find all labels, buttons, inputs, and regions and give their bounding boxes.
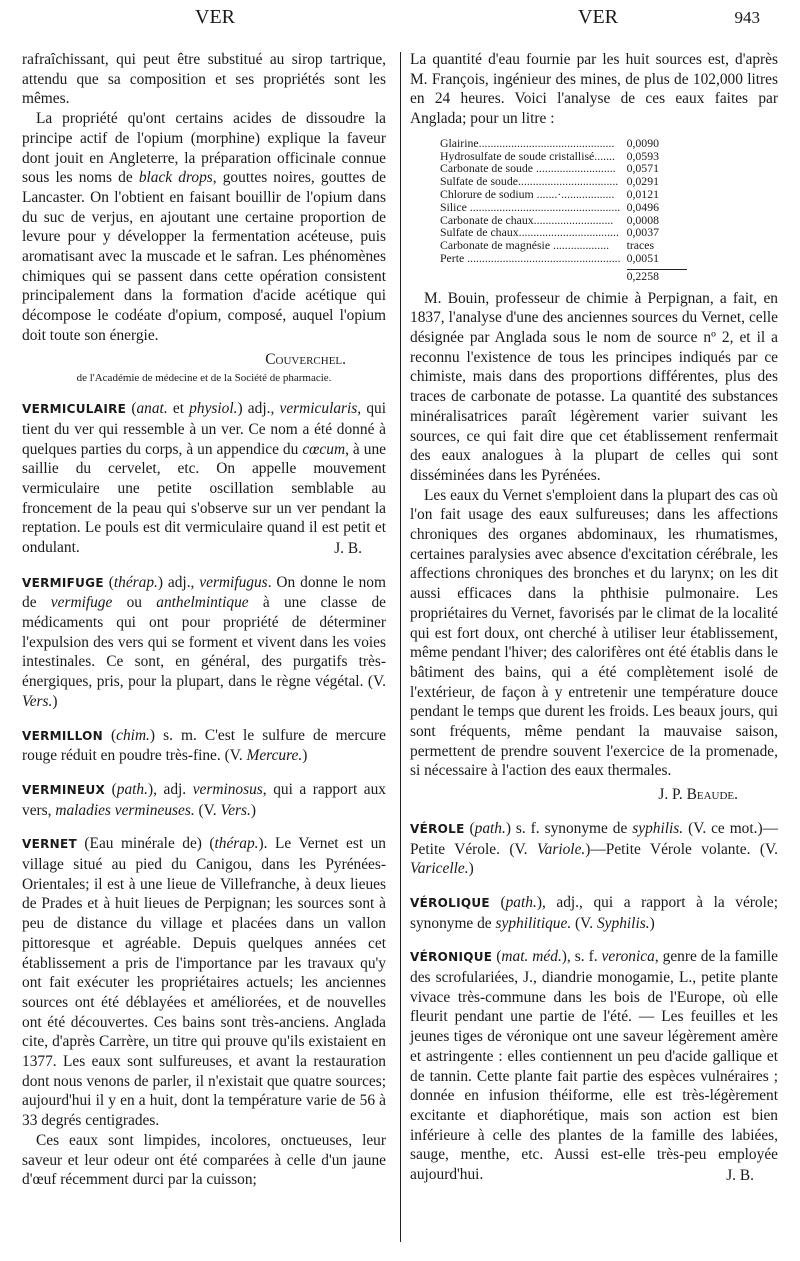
signature: J. B. [334, 539, 362, 557]
analysis-row [440, 252, 687, 265]
headword: VÉROLIQUE [410, 895, 490, 910]
substance-name: Hydrosulfate de soude cristallisé....... [440, 148, 615, 163]
right-column [410, 50, 778, 1186]
signature: J. B. [726, 1166, 754, 1184]
entry-verole: VÉROLE (path.) s. f. synonyme de syphilis. (V. ce mot.)—Petite Vérole. (V. Variole.)—Petite Vérole volante. (V. Varicelle.) [410, 819, 778, 878]
substance-name: Sulfate de soude.................................. [440, 174, 619, 189]
continuation-paragraph: rafraîchissant, qui peut être substitué au sirop tartrique, attendu que sa composition et ses propriétés sont les mêmes. [22, 51, 386, 108]
analysis-total: 0,2258 [627, 269, 687, 283]
headword: VERMICULAIRE [22, 402, 127, 417]
substance-value: 0,0051 [626, 250, 660, 265]
headword: VERMIFUGE [22, 575, 104, 590]
signature-beaude: J. P. Beaude. [658, 786, 738, 804]
headword: VERNET [22, 837, 77, 852]
analysis-total-row [440, 265, 687, 283]
substance-value: 0,0121 [626, 187, 660, 201]
analysis-row [440, 137, 687, 150]
entry-vermineux: VERMINEUX (path.), adj. verminosus, qui a rapport aux vers, maladies vermineuses. (V. Vers.) [22, 780, 386, 819]
substance-value: 0,0037 [626, 225, 660, 240]
author-affiliation: de l'Académie de médecine et de la Société de pharmacie. [76, 372, 332, 385]
bouin-paragraph: M. Bouin, professeur de chimie à Perpignan, a fait, en 1837, l'analyse d'une des anciennes sources du Vernet, celle désignée par Anglada sous le nom de source nº 2, et il a reconnu l'existence de tous les principes indiqués par ce chimiste, mais dans des proportions différentes, plus des traces de carbonate de potasse. La quantité des substances minéralisatrices paraît légèrement varier suivant les sources, ce qui fait dire que cet établissement renfermait des eaux analogues à la plupart de celles qui sont disséminées dans les Pyrénées. [410, 289, 778, 484]
substance-value: 0,0008 [626, 212, 660, 227]
headword: VÉROLE [410, 821, 465, 836]
entry-vermifuge: VERMIFUGE (thérap.) adj., vermifugus. On donne le nom de vermifuge ou anthelmintique à une classe de médicaments qui ont pour propriété de déterminer l'expulsion des vers qui se forment et vivent dans les voies intestinales. Ce sont, en général, des purgatifs très-énergiques, pris, pour la plupart, dans le règne végétal. (V. Vers.) [22, 573, 386, 710]
substance-value: traces [626, 238, 655, 253]
substance-value: 0,0593 [626, 148, 660, 163]
substance-name: Carbonate de magnésie ................... [440, 238, 610, 253]
substance-value: 0,0496 [626, 199, 660, 214]
substance-value: 0,0571 [626, 161, 660, 176]
signature-couverchel: Couverchel. [265, 350, 346, 368]
entry-vermiculaire: VERMICULAIRE (anat. et physiol.) adj., vermicularis, qui tient du ver qui ressemble à un ver. Ce nom a été donné à quelques parties du corps, à un appendice du cœcum, à une saillie du cervelet, etc. On appelle mouvement vermiculaire une petite oscillation semblable au froncement de la peau qui s'observe sur un ver pendant la reptation. Le pouls est dit vermiculaire quand il est petit et ondulant. [22, 400, 386, 557]
vernet-intro-paragraph: La quantité d'eau fournie par les huit sources est, d'après M. François, ingénieur des mines, de plus de 102,000 litres en 24 heures. Voici l'analyse de ces eaux faites par Anglada; pour un litre : [410, 51, 778, 128]
headword: VERMINEUX [22, 782, 106, 797]
page-number: 943 [734, 8, 760, 27]
column-divider [400, 52, 401, 1242]
headword: VERMILLON [22, 728, 103, 743]
substance-name: Silice ................................................... [440, 199, 621, 214]
analysis-table [440, 137, 687, 283]
substance-value: 0,0291 [626, 174, 660, 189]
entry-veronique: VÉRONIQUE (mat. méd.), s. f. veronica, genre de la famille des scrofulariées, J., diandrie monogamie, L., petite plante vivace très-commune dans les bois de l'Europe, où elle fleurit pendant une partie de l'été. — Les feuilles et les jeunes tiges de véronique ont une saveur légèrement amère et astringente : elles contiennent un peu d'acide gallique et de tannin. Cette plante fait partie des espèces vulnéraires ; donnée en infusion théiforme, elle est très-légèrement excitante et diaphorétique, mais son action est bien inférieure à celle des plantes de la famille des labiées, sauge, menthe, etc. Aussi est-elle très-peu employée aujourd'hui. [410, 948, 778, 1184]
substance-name: Chlorure de sodium .......·.................. [440, 187, 615, 201]
analysis-row [440, 201, 687, 214]
substance-name: Carbonate de chaux........................... [440, 212, 614, 227]
entry-vermillon: VERMILLON (chim.) s. m. C'est le sulfure de mercure rouge réduit en poudre très-fine. (V. Mercure.) [22, 726, 386, 765]
usage-paragraph: Les eaux du Vernet s'emploient dans la plupart des cas où l'on fait usage des eaux sulfureuses; dans les affections chroniques des organes abdominaux, les rhumatismes, certaines paralysies avec absence d'excitation cérébrale, les affections chroniques des bronches et du larynx; on les dit aussi efficaces dans la phthisie pulmonaire. Les propriétaires du Vernet, favorisés par le climat de la localité qui est fort doux, ont cherché à utiliser leur établissement, même pendant l'hiver; des calorifères ont été établis dans le bâtiment des bains, qui a été complètement isolé de l'extérieur, de façon à y entretenir une température douce pendant le temps que durent les froids. Les beaux jours, qui sont fréquents, même pendant la mauvaise saison, permettent de prendre souvent l'exercice de la promenade, si nécessaire à l'action des eaux thermales. [410, 486, 778, 780]
entry-vernet: VERNET (Eau minérale de) (thérap.). Le Vernet est un village situé au pied du Canigou, dans les Pyrénées-Orientales; il est à une lieue de Villefranche, à deux lieues de Prades et à huit lieues de Perpignan; les sources sont à peu de distance du village et placées dans un vallon pittoresque et agréable. Depuis quelques années cet établissement a pris de l'importance par les travaux qu'y ont fait exécuter les propriétaires actuels; les anciennes sources ont été déblayées et améliorées, et de nouvelles ont été découvertes. Ces bains sont très-anciens. Anglada cite, d'après Carrère, un titre qui prouve qu'ils existaient en 1377. Les eaux sont sulfureuses, et avant la restauration dont nous venons de parler, il n'existait que quatre sources; aujourd'hui il y en a huit, dont la température varie de 56 à 33 degrés centigrades. [22, 835, 386, 1130]
opium-paragraph: La propriété qu'ont certains acides de dissoudre la principe actif de l'opium (morphine) explique la faveur dont jouit en Angleterre, la préparation officinale connue sous les noms de black drops, gouttes noires, gouttes de Lancaster. On l'obtient en faisant bouillir de l'opium dans du suc de verjus, en ajoutant une certaine proportion de levure pour y développer la fermentation acéteuse, puis aromatisant avec la muscade et le safran. Les phénomènes chimiques qui se passent dans cette opération consistent principalement dans la formation d'acide acétique qui décompose le codéate d'opium, composé, auquel l'opium doit toute son énergie. [22, 110, 386, 344]
substance-name: Carbonate de soude ........................... [440, 161, 616, 176]
running-head-left: VER [195, 6, 235, 28]
substance-value: 0,0090 [626, 135, 660, 150]
substance-name: Perte .................................................... [440, 250, 621, 265]
entry-verolique: VÉROLIQUE (path.), adj., qui a rapport à la vérole; synonyme de syphilitique. (V. Syphilis.) [410, 893, 778, 932]
substance-name: Glairine.............................................. [440, 135, 615, 150]
vernet-paragraph-2: Ces eaux sont limpides, incolores, onctueuses, leur saveur et leur odeur ont été comparées à celle d'un jaune d'œuf récemment durci par la cuisson; [22, 1131, 386, 1189]
running-head-right: VER [578, 6, 618, 28]
left-column [22, 50, 386, 1190]
substance-name: Sulfate de chaux.................................. [440, 225, 619, 240]
headword: VÉRONIQUE [410, 950, 493, 965]
analysis-row [440, 188, 687, 201]
